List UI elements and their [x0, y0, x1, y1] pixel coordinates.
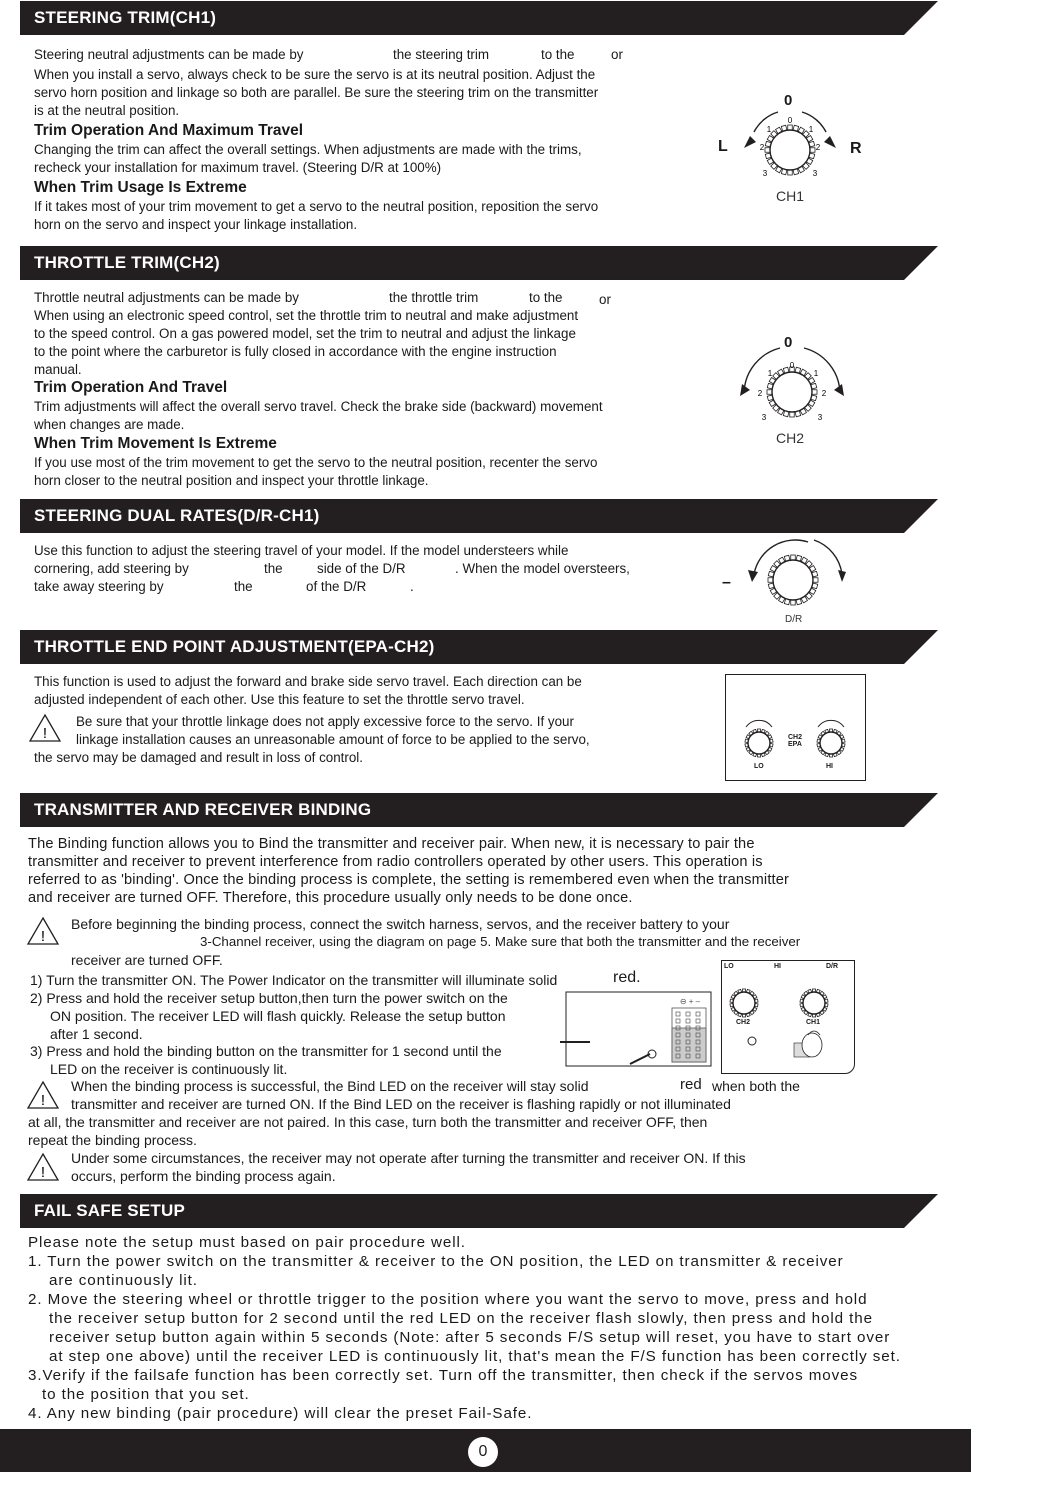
page-number: 0	[468, 1437, 498, 1467]
steering-trim-text: Steering neutral adjustments can be made by	[34, 47, 304, 62]
tx-ch1-label: CH1	[806, 1019, 821, 1026]
trim-dial-icon	[726, 675, 865, 780]
epa-text: This function is used to adjust the forward and brake side servo travel. Each direction can be	[34, 674, 582, 689]
epa-mid-label: EPA	[788, 741, 802, 748]
binding-step: ON position. The receiver LED will flash quickly. Release the setup button	[50, 1008, 506, 1024]
epa-warning-text: Be sure that your throttle linkage does not apply excessive force to the servo. If your	[76, 714, 574, 729]
steering-trim-text: or	[611, 47, 623, 62]
section-header-dual-rates	[20, 499, 904, 533]
steering-trim-text: the steering trim	[393, 47, 490, 62]
throttle-trim-text: when changes are made.	[34, 417, 185, 432]
warning-triangle-icon	[26, 1080, 60, 1110]
binding-warning-text: receiver are turned OFF.	[71, 952, 223, 968]
svg-text:1: 1	[813, 369, 819, 378]
binding-warning-text: Before beginning the binding process, connect the switch harness, servos, and the receiver battery to your	[71, 916, 730, 932]
svg-text:2: 2	[815, 143, 821, 152]
binding-step: after 1 second.	[50, 1026, 143, 1042]
failsafe-text: 4. Any new binding (pair procedure) will clear the preset Fail-Safe.	[28, 1405, 533, 1422]
steering-trim-text: When you install a servo, always check to be sure the servo is at its neutral position. Adjust the	[34, 67, 596, 82]
dial-channel-label: CH1	[776, 188, 805, 204]
epa-hi-label: HI	[826, 763, 833, 770]
failsafe-text: 1. Turn the power switch on the transmitter & receiver to the ON position, the LED on transmitter & receiver	[28, 1253, 844, 1270]
dual-rates-text: take away steering by	[34, 579, 164, 594]
epa-warning-text: linkage installation causes an unreasonable amount of force to be applied to the servo,	[76, 732, 590, 747]
receiver-icon	[560, 990, 713, 1068]
dual-rates-text: the	[234, 579, 253, 594]
binding-text: The Binding function allows you to Bind the transmitter and receiver pair. When new, it is necessary to pair the	[28, 836, 755, 852]
receiver-figure	[560, 990, 713, 1068]
subheading: When Trim Movement Is Extreme	[34, 435, 277, 452]
svg-text:1: 1	[808, 125, 814, 134]
throttle-trim-text: the throttle trim	[389, 290, 479, 305]
throttle-trim-text: Throttle neutral adjustments can be made by	[34, 290, 299, 305]
binding-text: transmitter and receiver to prevent interference from radio controllers operated by other users. This operation is	[28, 854, 763, 870]
failsafe-text: Please note the setup must based on pair procedure well.	[28, 1234, 466, 1251]
svg-text:3: 3	[762, 169, 768, 178]
svg-text:!: !	[40, 928, 46, 945]
binding-warning-text: when both the	[712, 1078, 800, 1094]
svg-text:3: 3	[761, 413, 767, 422]
subheading: Trim Operation And Maximum Travel	[34, 122, 304, 139]
section-header-throttle-trim	[20, 246, 904, 280]
binding-step: LED on the receiver is continuously lit.	[50, 1061, 288, 1077]
dial-dr-label: D/R	[785, 614, 803, 625]
svg-text:2: 2	[759, 143, 765, 152]
subheading: Trim Operation And Travel	[34, 379, 228, 396]
svg-text:3: 3	[817, 413, 823, 422]
steering-trim-text: to the	[541, 47, 575, 62]
dual-rates-text: Use this function to adjust the steering travel of your model. If the model understeers while	[34, 543, 569, 558]
dual-rates-text: side of the D/R	[317, 561, 406, 576]
ch2-trim-dial-figure	[732, 334, 852, 450]
failsafe-text: 3.Verify if the failsafe function has been correctly set. Turn off the transmitter, then check if the servos moves	[28, 1367, 858, 1384]
section-header-binding	[20, 793, 904, 827]
binding-warning-red: red	[680, 1076, 702, 1093]
epa-warning-text: the servo may be damaged and result in loss of control.	[34, 750, 363, 765]
svg-text:!: !	[42, 725, 48, 742]
section-title: STEERING DUAL RATES(D/R-CH1)	[34, 506, 320, 525]
svg-text:2: 2	[821, 389, 827, 398]
transmitter-panel-figure	[721, 960, 855, 1074]
svg-text:0: 0	[787, 116, 793, 125]
throttle-trim-text: manual.	[34, 362, 82, 377]
binding-text: referred to as 'binding'. Once the binding process is complete, the setting is remembered even when the transmitter	[28, 872, 790, 888]
dr-dial-figure	[718, 534, 858, 628]
subheading: When Trim Usage Is Extreme	[34, 179, 247, 196]
tx-ch2-label: CH2	[736, 1019, 751, 1026]
dial-right-label: R	[850, 140, 862, 157]
tx-hi-label: HI	[774, 963, 781, 970]
failsafe-text: to the position that you set.	[42, 1386, 250, 1403]
svg-text:1: 1	[766, 125, 772, 134]
steering-trim-text: If it takes most of your trim movement to get a servo to the neutral position, reposition the servo	[34, 199, 599, 214]
section-title: THROTTLE END POINT ADJUSTMENT(EPA-CH2)	[34, 637, 435, 656]
section-header-epa	[20, 630, 904, 664]
throttle-trim-text: Trim adjustments will affect the overall servo travel. Check the brake side (backward) movement	[34, 399, 603, 414]
dual-rates-text: the	[264, 561, 283, 576]
throttle-trim-text: If you use most of the trim movement to get the servo to the neutral position, recenter the servo	[34, 455, 598, 470]
steering-trim-text: horn on the servo and inspect your linkage installation.	[34, 217, 358, 232]
throttle-trim-text: to the speed control. On a gas powered model, set the trim to neutral and adjust the linkage	[34, 326, 576, 341]
epa-dial-figure	[725, 674, 866, 781]
dual-rates-text: .	[410, 579, 414, 594]
binding-step: 3) Press and hold the binding button on the transmitter for 1 second until the	[30, 1043, 502, 1059]
svg-text:0: 0	[789, 361, 795, 370]
dial-zero-label: 0	[784, 334, 793, 351]
binding-step: 2) Press and hold the receiver setup button,then turn the power switch on the	[30, 990, 508, 1006]
binding-step: 1) Turn the transmitter ON. The Power Indicator on the transmitter will illuminate solid	[30, 972, 558, 988]
failsafe-text: are continuously lit.	[49, 1272, 198, 1289]
failsafe-text: receiver setup button again within 5 seconds (Note: after 5 seconds F/S setup will reset, you have to start over	[49, 1329, 891, 1346]
dial-zero-label: 0	[784, 92, 793, 109]
throttle-trim-text: horn closer to the neutral position and inspect your throttle linkage.	[34, 473, 429, 488]
section-title: TRANSMITTER AND RECEIVER BINDING	[34, 800, 372, 819]
binding-warning-text: When the binding process is successful, the Bind LED on the receiver will stay solid	[71, 1078, 589, 1094]
binding-warning-text: Under some circumstances, the receiver may not operate after turning the transmitter and receiver ON. If this	[71, 1150, 746, 1166]
dial-channel-label: CH2	[776, 430, 805, 446]
failsafe-text: 2. Move the steering wheel or throttle trigger to the position where you want the servo to move, press and hold	[28, 1291, 868, 1308]
dial-minus-label: –	[722, 574, 731, 591]
dual-rates-text: . When the model oversteers,	[455, 561, 630, 576]
svg-text:3: 3	[812, 169, 818, 178]
steering-trim-text: recheck your installation for maximum travel. (Steering D/R at 100%)	[34, 160, 442, 175]
throttle-trim-text: to the point where the carburetor is fully closed in accordance with the engine instruction	[34, 344, 557, 359]
steering-trim-text: servo horn position and linkage so both are parallel. Be sure the steering trim on the transmitter	[34, 85, 599, 100]
epa-lo-label: LO	[754, 763, 764, 770]
epa-text: adjusted independent of each other. Use this feature to set the throttle servo travel.	[34, 692, 525, 707]
warning-triangle-icon	[26, 1152, 60, 1182]
binding-warning-text: transmitter and receiver are turned ON. If the Bind LED on the receiver is flashing rapidly or not illuminated	[71, 1096, 731, 1112]
warning-triangle-icon	[28, 713, 62, 743]
section-title: THROTTLE TRIM(CH2)	[34, 253, 220, 272]
ch1-trim-dial-figure	[710, 90, 870, 210]
throttle-trim-text: When using an electronic speed control, set the throttle trim to neutral and make adjustment	[34, 308, 579, 323]
binding-warning-text: 3-Channel receiver, using the diagram on page 5. Make sure that both the transmitter and the receiver	[200, 934, 801, 949]
throttle-trim-text: or	[599, 292, 611, 307]
section-header-failsafe	[20, 1194, 904, 1228]
warning-triangle-icon	[26, 916, 60, 946]
binding-warning-text: repeat the binding process.	[28, 1132, 197, 1148]
dual-rates-text: of the D/R	[306, 579, 367, 594]
steering-trim-text: is at the neutral position.	[34, 103, 180, 118]
binding-text: and receiver are turned OFF. Therefore, this procedure usually only needs to be done once.	[28, 890, 633, 906]
svg-text:1: 1	[767, 369, 773, 378]
throttle-trim-text: to the	[529, 290, 563, 305]
tx-lo-label: LO	[724, 963, 734, 970]
failsafe-text: at step one above) until the receiver LED is continuously lit, that's mean the F/S function has been correctly set.	[49, 1348, 901, 1365]
trim-dial-icon	[722, 961, 854, 1073]
binding-step-red: red.	[613, 969, 641, 986]
section-header-steering-trim	[20, 1, 904, 35]
svg-text:!: !	[40, 1164, 46, 1181]
failsafe-text: the receiver setup button for 2 second until the red LED on the receiver flash slowly, then press and hold the	[49, 1310, 873, 1327]
binding-warning-text: occurs, perform the binding process again.	[71, 1168, 336, 1184]
svg-text:⊖ + –: ⊖ + –	[679, 997, 701, 1006]
tx-dr-label: D/R	[826, 963, 839, 970]
svg-text:2: 2	[757, 389, 763, 398]
dual-rates-text: cornering, add steering by	[34, 561, 189, 576]
binding-warning-text: at all, the transmitter and receiver are not paired. In this case, turn both the transmitter and receiver OFF, then	[28, 1114, 708, 1130]
dial-left-label: L	[718, 138, 728, 155]
svg-text:!: !	[40, 1092, 46, 1109]
epa-mid-label: CH2	[788, 734, 803, 741]
section-title: STEERING TRIM(CH1)	[34, 8, 217, 27]
steering-trim-text: Changing the trim can affect the overall settings. When adjustments are made with the trims,	[34, 142, 582, 157]
section-title: FAIL SAFE SETUP	[34, 1201, 185, 1220]
